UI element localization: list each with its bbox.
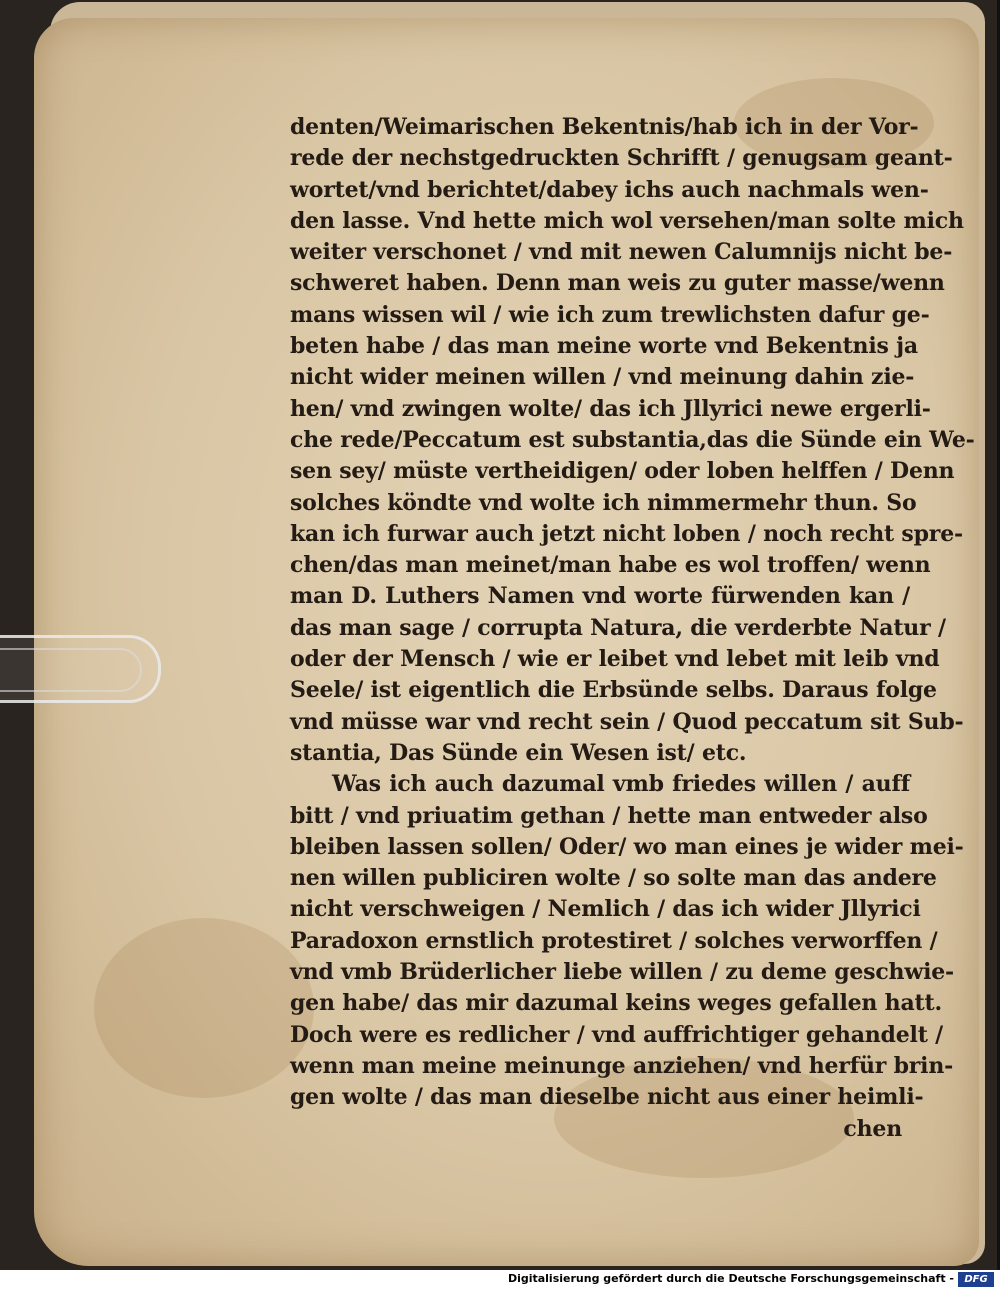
text-line: rede der nechstgedruckten Schrifft / genugsam geant- (290, 145, 953, 172)
text-line: nicht verschweigen / Nemlich / das ich wider Jllyrici (290, 896, 921, 923)
text-line: mans wissen wil / wie ich zum trewlichsten dafur ge- (290, 301, 930, 328)
text-line: Doch were es redlicher / vnd auffrichtiger gehandelt / (290, 1021, 943, 1048)
text-line: solches köndte vnd wolte ich nimmermehr thun. So (290, 489, 917, 516)
text-line: vnd müsse war vnd recht sein / Quod peccatum sit Sub- (290, 708, 964, 735)
funding-credit: Digitalisierung gefördert durch die Deutsche Forschungsgemeinschaft - (507, 1272, 954, 1285)
text-line: Paradoxon ernstlich protestiret / solches verworffen / (290, 927, 938, 954)
text-line: vnd vmb Brüderlicher liebe willen / zu deme geschwie- (290, 959, 954, 986)
page-clip-inner (0, 648, 142, 692)
text-line: beten habe / das man meine worte vnd Bekentnis ja (290, 333, 918, 360)
dfg-logo: DFG (958, 1272, 994, 1287)
text-line: man D. Luthers Namen vnd worte fürwenden kan / (290, 583, 910, 610)
text-line: bitt / vnd priuatim gethan / hette man entweder also (290, 802, 928, 829)
text-line: bleiben lassen sollen/ Oder/ wo man eines je wider mei- (290, 833, 964, 860)
text-line: gen habe/ das mir dazumal keins weges gefallen hatt. (290, 990, 942, 1017)
text-line: nicht wider meinen willen / vnd meinung dahin zie- (290, 364, 915, 391)
text-line: den lasse. Vnd hette mich wol versehen/man solte mich (290, 207, 964, 234)
text-line: sen sey/ müste vertheidigen/ oder loben helffen / Denn (290, 458, 955, 485)
text-line: nen willen publiciren wolte / so solte man das andere (290, 865, 937, 892)
text-line: hen/ vnd zwingen wolte/ das ich Jllyrici newe ergerli- (290, 395, 931, 422)
text-line: oder der Mensch / wie er leibet vnd lebet mit leib vnd (290, 646, 940, 673)
page-clip (0, 635, 161, 703)
text-line: gen wolte / das man dieselbe nicht aus einer heimli- (290, 1084, 924, 1111)
text-line: kan ich furwar auch jetzt nicht loben / noch recht spre- (290, 520, 963, 547)
catchword: chen (843, 1115, 902, 1142)
text-line: stantia, Das Sünde ein Wesen ist/ etc. (290, 739, 747, 766)
text-line: das man sage / corrupta Natura, die verderbte Natur / (290, 614, 946, 641)
body-text (290, 112, 975, 1145)
text-line: chen/das man meinet/man habe es wol troffen/ wenn (290, 552, 931, 579)
text-line: che rede/Peccatum est substantia,das die Sünde ein We- (290, 426, 975, 453)
text-line: wenn man meine meinunge anziehen/ vnd herfür brin- (290, 1052, 954, 1079)
text-line: schweret haben. Denn man weis zu guter masse/wenn (290, 270, 945, 297)
text-line: wortet/vnd berichtet/dabey ichs auch nachmals wen- (290, 176, 929, 203)
text-line: Seele/ ist eigentlich die Erbsünde selbs. Daraus folge (290, 677, 937, 704)
footer-bar (0, 1270, 1000, 1290)
text-line: Was ich auch dazumal vmb friedes willen / auff (332, 771, 910, 798)
text-line: denten/Weimarischen Bekentnis/hab ich in der Vor- (290, 114, 919, 140)
text-line: weiter verschonet / vnd mit newen Calumnijs nicht be- (290, 239, 953, 266)
